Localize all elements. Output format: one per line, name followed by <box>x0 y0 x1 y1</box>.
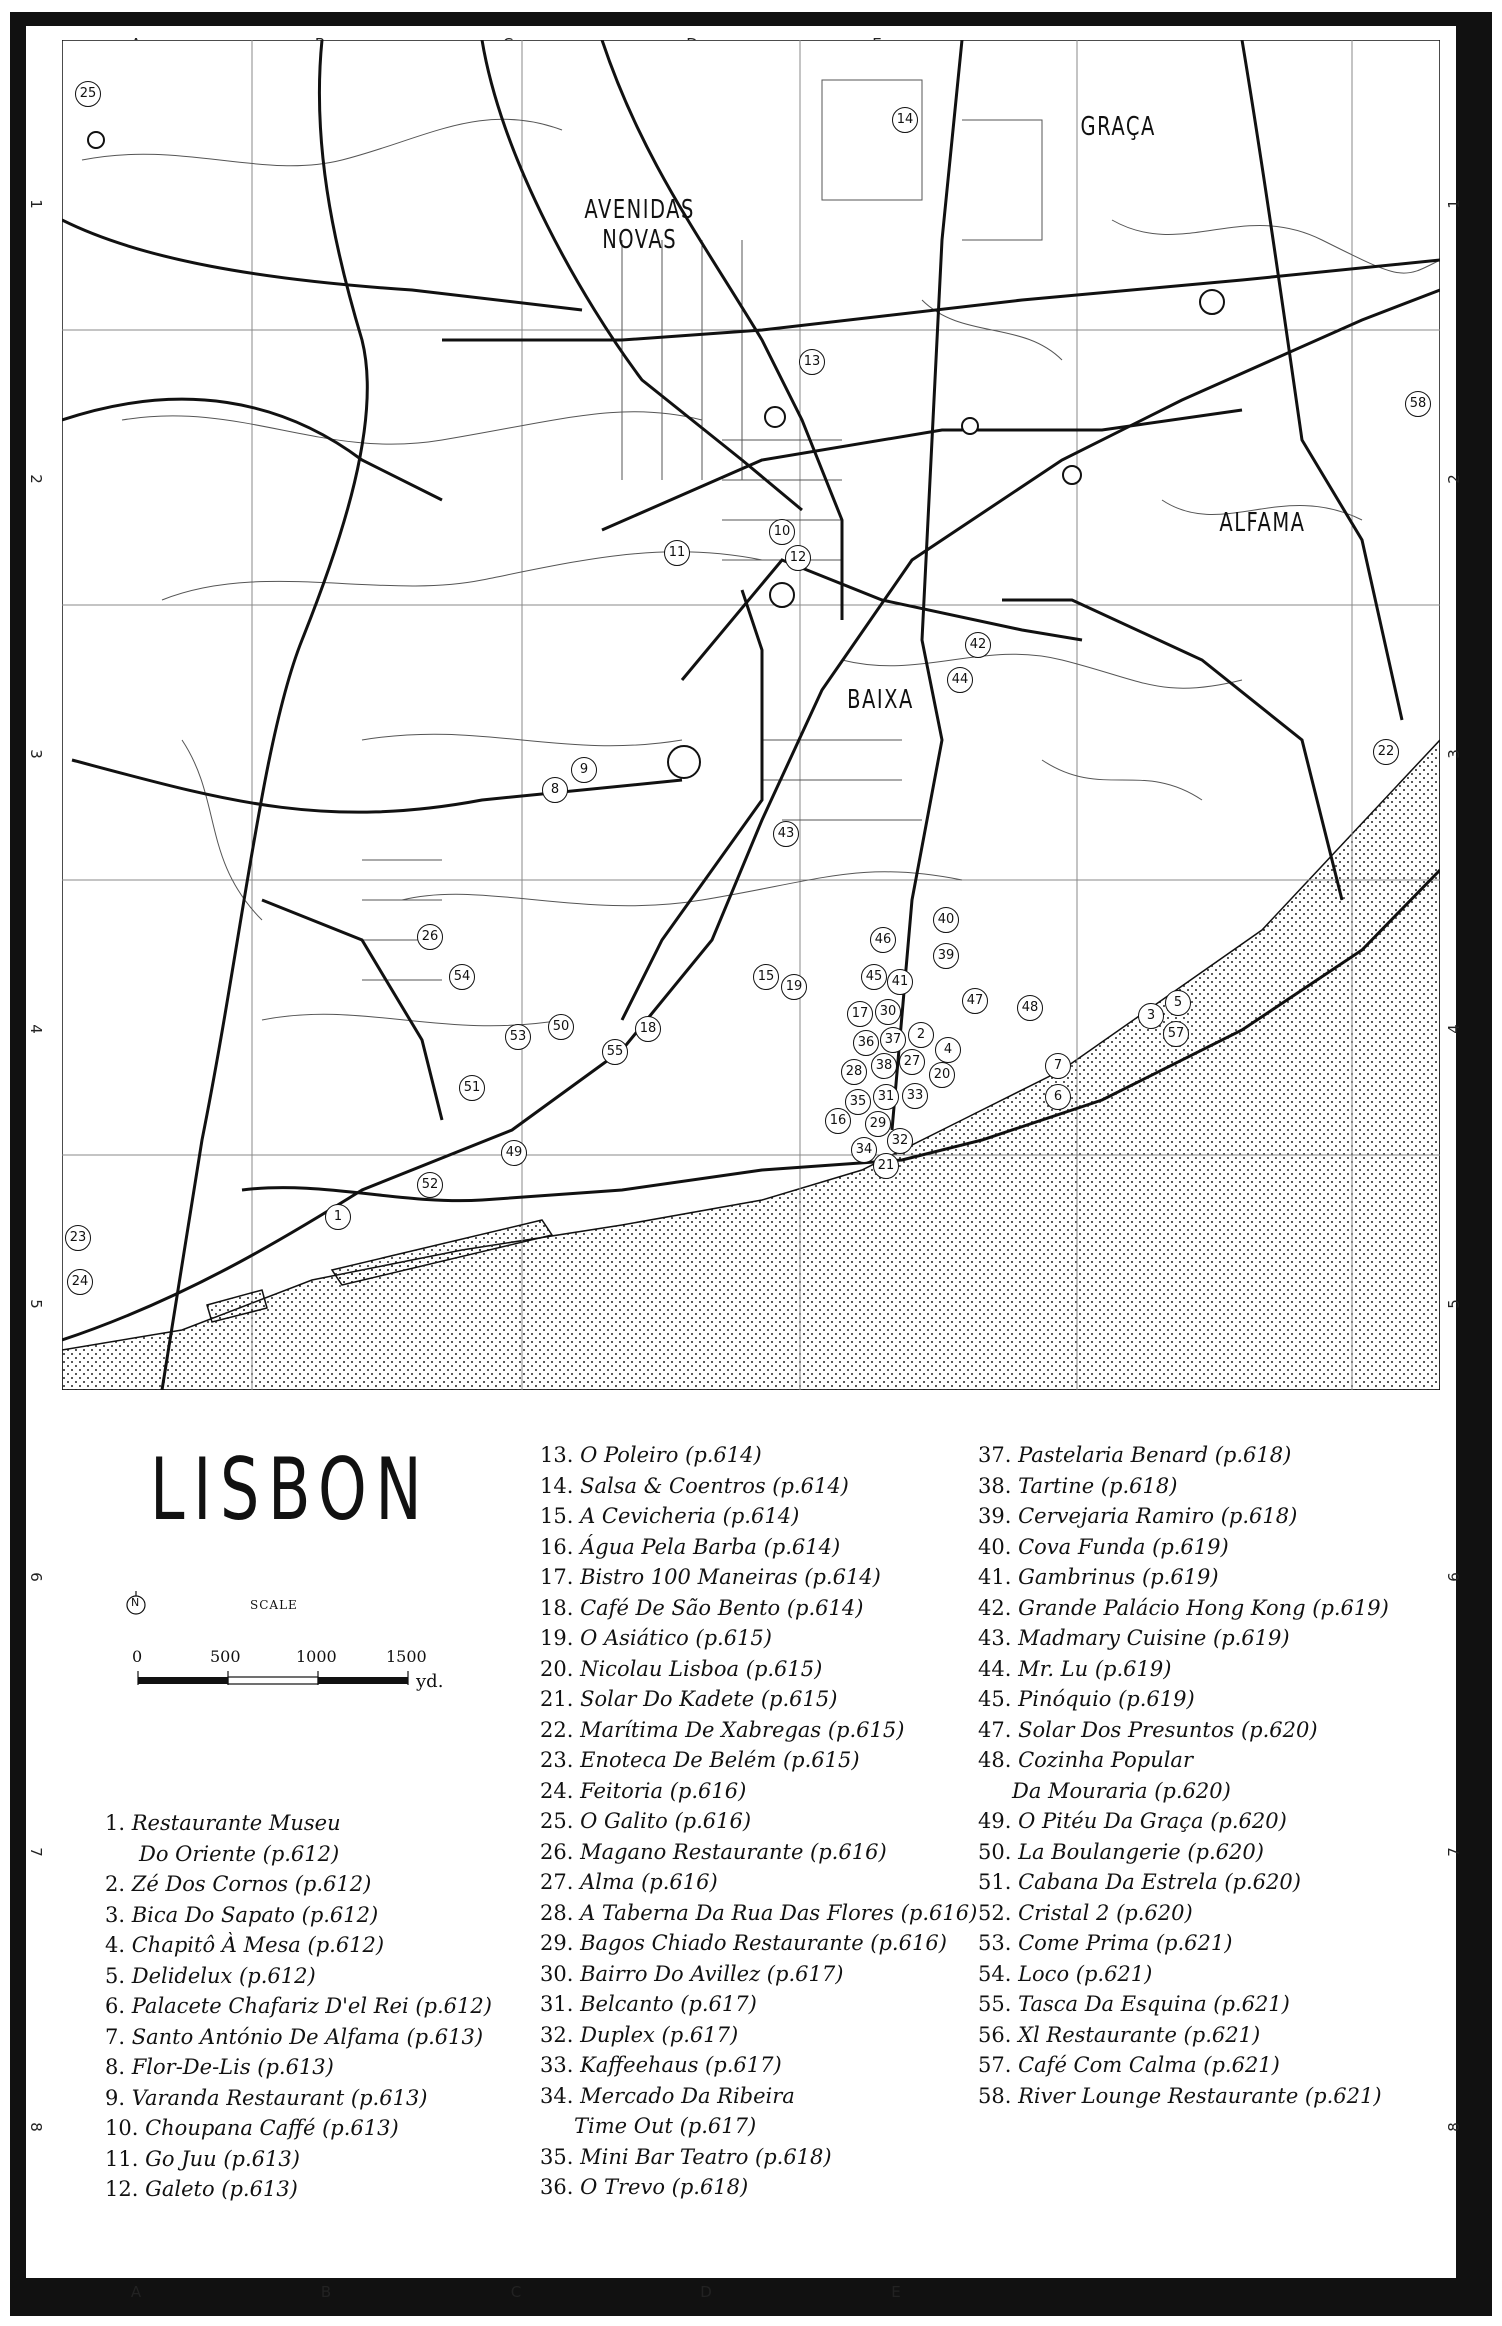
legend-item <box>540 1562 977 1593</box>
district-label-graca: GRAÇA <box>1080 112 1156 142</box>
scale-unit: yd. <box>416 1671 444 1692</box>
map-pin[interactable]: 40 <box>933 907 959 933</box>
legend-item <box>540 1715 977 1746</box>
row-label: 8 <box>1445 2122 1463 2132</box>
map-pin[interactable]: 26 <box>417 924 443 950</box>
legend-item-name: O Asiático (p.615) <box>580 1626 772 1650</box>
legend-item <box>540 1532 977 1563</box>
legend-item-name: O Galito (p.616) <box>580 1809 752 1833</box>
legend-item <box>978 1562 1389 1593</box>
map-pin[interactable]: 52 <box>417 1172 443 1198</box>
map-pin[interactable]: 5 <box>1165 990 1191 1016</box>
row-label: 5 <box>1445 1299 1463 1309</box>
legend-item-number: 13. <box>540 1443 574 1467</box>
legend-item-number: 52. <box>978 1900 1012 1925</box>
map-pin[interactable]: 11 <box>664 540 690 566</box>
legend-item-number: 23. <box>540 1748 574 1772</box>
legend-item-number: 55. <box>978 1992 1012 2016</box>
map-pin[interactable]: 42 <box>965 632 991 658</box>
row-label: 4 <box>27 1024 45 1034</box>
legend-item-name: Chapitô À Mesa (p.612) <box>131 1933 385 1957</box>
map-pin[interactable]: 25 <box>75 81 101 107</box>
legend-item <box>978 1715 1389 1746</box>
map-pin[interactable]: 48 <box>1017 995 1043 1021</box>
map-pin[interactable]: 47 <box>962 988 988 1014</box>
legend-item-number: 25. <box>540 1809 574 1833</box>
legend-item <box>540 1928 977 1959</box>
map-pin[interactable]: 23 <box>65 1225 91 1251</box>
row-label: 1 <box>1445 199 1463 209</box>
legend-item-number: 47. <box>978 1717 1012 1742</box>
map-pin[interactable]: 24 <box>67 1269 93 1295</box>
legend-item <box>978 1471 1389 1502</box>
scale-tick: 500 <box>210 1647 241 1666</box>
legend-item <box>978 1654 1389 1685</box>
legend-item-number: 7. <box>105 2024 126 2049</box>
legend-item-name: Xl Restaurante (p.621) <box>1018 2022 1261 2047</box>
legend-item-number: 22. <box>540 1717 574 1742</box>
legend-item-name: Enoteca De Belém (p.615) <box>580 1748 860 1772</box>
map-pin[interactable]: 20 <box>929 1062 955 1088</box>
legend-item-name: Zé Dos Cornos (p.612) <box>131 1872 372 1896</box>
legend-item <box>540 1684 977 1715</box>
legend-item <box>105 1808 492 1839</box>
legend-item-number: 40. <box>978 1534 1012 1559</box>
scale-tick: 0 <box>132 1647 143 1666</box>
legend-item <box>978 2020 1389 2051</box>
map-pin[interactable]: 41 <box>887 969 913 995</box>
row-label: 6 <box>1445 1572 1463 1582</box>
legend-item-name: O Poleiro (p.614) <box>580 1443 762 1467</box>
map-pin[interactable]: 58 <box>1405 391 1431 417</box>
map-pin[interactable]: 39 <box>933 943 959 969</box>
map-pin[interactable]: 27 <box>899 1049 925 1075</box>
row-label: 2 <box>27 474 45 484</box>
column-label: B <box>320 2283 332 2301</box>
legend-item-name: Água Pela Barba (p.614) <box>580 1534 841 1559</box>
row-label: 3 <box>1445 749 1463 759</box>
legend-item-name: Café De São Bento (p.614) <box>580 1595 864 1620</box>
legend-item-number: 15. <box>540 1504 574 1528</box>
legend-item <box>105 2174 492 2205</box>
legend-item-name: Da Mouraria (p.620) <box>1012 1778 1231 1803</box>
legend-item-name: Café Com Calma (p.621) <box>1018 2053 1280 2077</box>
map-pin[interactable]: 34 <box>851 1137 877 1163</box>
legend-item <box>540 1440 977 1471</box>
legend-item-number: 42. <box>978 1595 1012 1620</box>
legend-item-number: 18. <box>540 1595 574 1620</box>
map-pin[interactable]: 31 <box>873 1084 899 1110</box>
district-label-alfama: ALFAMA <box>1219 508 1306 538</box>
map-pin[interactable]: 46 <box>870 927 896 953</box>
map-pin[interactable]: 4 <box>935 1037 961 1063</box>
map-pin[interactable]: 30 <box>875 999 901 1025</box>
legend-item-name: Restaurante Museu <box>131 1811 341 1835</box>
legend-item-name: Bairro Do Avillez (p.617) <box>580 1961 844 1986</box>
map-pin[interactable]: 55 <box>602 1039 628 1065</box>
legend-item-name: Delidelux (p.612) <box>131 1963 316 1988</box>
legend-item <box>978 1623 1389 1654</box>
legend-item <box>978 2081 1389 2112</box>
legend-item-name: Bica Do Sapato (p.612) <box>131 1902 379 1927</box>
map-pin[interactable]: 12 <box>785 545 811 571</box>
map-pin[interactable]: 8 <box>542 777 568 803</box>
row-label: 4 <box>1445 1024 1463 1034</box>
legend-item-name: Come Prima (p.621) <box>1018 1931 1233 1955</box>
legend-item-number: 2. <box>105 1872 126 1896</box>
legend-item-name: Nicolau Lisboa (p.615) <box>580 1656 823 1681</box>
legend-item <box>540 2142 977 2173</box>
legend-item-name: A Taberna Da Rua Das Flores (p.616) <box>580 1900 978 1925</box>
map-pin[interactable]: 9 <box>571 757 597 783</box>
legend-item <box>978 1776 1389 1807</box>
legend-item-number: 11. <box>105 2146 139 2171</box>
legend-item <box>105 2052 492 2083</box>
legend-item-number: 3. <box>105 1902 126 1927</box>
legend-item-name: Santo António De Alfama (p.613) <box>131 2024 484 2049</box>
legend-item-number: 48. <box>978 1748 1012 1772</box>
legend-item-name: Solar Dos Presuntos (p.620) <box>1018 1717 1318 1742</box>
legend-item-name: O Trevo (p.618) <box>580 2175 749 2199</box>
legend-item-number: 45. <box>978 1687 1012 1711</box>
legend-item <box>978 1898 1389 1929</box>
street-map <box>62 40 1440 1390</box>
scale-tick: 1500 <box>386 1647 427 1666</box>
map-pin[interactable]: 17 <box>847 1001 873 1027</box>
legend-item-name: Choupana Caffé (p.613) <box>145 2116 399 2140</box>
legend-item-name: Duplex (p.617) <box>580 2022 739 2047</box>
map-pin[interactable]: 29 <box>865 1111 891 1137</box>
column-label: C <box>510 2283 522 2301</box>
legend-item <box>540 2111 977 2142</box>
map-pin[interactable]: 32 <box>887 1128 913 1154</box>
legend-item-number: 8. <box>105 2055 126 2079</box>
legend-item <box>105 2113 492 2144</box>
legend-item-name: Bistro 100 Maneiras (p.614) <box>580 1565 881 1589</box>
legend-item <box>105 1900 492 1931</box>
legend-item-number: 20. <box>540 1656 574 1681</box>
legend-item-number: 14. <box>540 1473 574 1498</box>
legend-item-name: Madmary Cuisine (p.619) <box>1018 1626 1290 1650</box>
map-pin[interactable]: 18 <box>635 1016 661 1042</box>
row-label: 7 <box>1445 1847 1463 1857</box>
legend-item-number: 32. <box>540 2022 574 2047</box>
map-pin[interactable]: 53 <box>505 1024 531 1050</box>
map-pin[interactable]: 45 <box>861 964 887 990</box>
legend-item <box>105 1930 492 1961</box>
legend-item-name: Alma (p.616) <box>580 1870 718 1894</box>
legend-item-name: Flor-De-Lis (p.613) <box>131 2055 334 2079</box>
legend-item <box>540 2020 977 2051</box>
legend-item-number: 51. <box>978 1870 1012 1894</box>
legend-item <box>978 1928 1389 1959</box>
map-pin[interactable]: 44 <box>947 667 973 693</box>
legend-item <box>978 1532 1389 1563</box>
legend-item <box>540 1959 977 1990</box>
legend-item-number: 38. <box>978 1473 1012 1498</box>
legend-item <box>978 1745 1389 1776</box>
legend-item <box>105 1869 492 1900</box>
legend-column-3 <box>978 1440 1389 2111</box>
legend-item-number: 35. <box>540 2144 574 2169</box>
legend-item <box>978 1806 1389 1837</box>
legend-item-name: Grande Palácio Hong Kong (p.619) <box>1018 1595 1389 1620</box>
map-pin[interactable]: 50 <box>548 1014 574 1040</box>
legend-item-number: 12. <box>105 2177 139 2201</box>
legend-item-name: Bagos Chiado Restaurante (p.616) <box>580 1931 947 1955</box>
legend-item-number: 26. <box>540 1839 574 1864</box>
legend-item-number: 30. <box>540 1961 574 1986</box>
map-pin[interactable]: 54 <box>449 964 475 990</box>
legend-item <box>978 2050 1389 2081</box>
legend-item <box>540 2050 977 2081</box>
map-scale <box>120 1585 460 1695</box>
legend-item-number: 6. <box>105 1994 126 2018</box>
column-label: A <box>130 2283 142 2301</box>
legend-item <box>540 1867 977 1898</box>
legend-item <box>540 1837 977 1868</box>
legend-item-number: 43. <box>978 1626 1012 1650</box>
district-label-line: NOVAS <box>602 225 678 255</box>
legend-item-name: Galeto (p.613) <box>145 2177 298 2201</box>
legend-item-number: 10. <box>105 2116 139 2140</box>
legend-item-name: Loco (p.621) <box>1018 1961 1153 1986</box>
map-pin[interactable]: 43 <box>773 821 799 847</box>
legend-item <box>105 1839 492 1870</box>
legend-item <box>978 1989 1389 2020</box>
legend-item <box>978 1959 1389 1990</box>
legend-item-number: 41. <box>978 1565 1012 1589</box>
legend-item <box>540 1471 977 1502</box>
legend-item-name: Palacete Chafariz D'el Rei (p.612) <box>131 1994 492 2018</box>
legend-item-number: 24. <box>540 1778 574 1803</box>
legend-item-number: 21. <box>540 1687 574 1711</box>
row-label: 8 <box>27 2122 45 2132</box>
district-label-line: AVENIDAS <box>584 195 695 225</box>
legend-item-name: Varanda Restaurant (p.613) <box>131 2085 428 2110</box>
legend-item-number: 5. <box>105 1963 126 1988</box>
legend-item-number: 57. <box>978 2053 1012 2077</box>
legend-item-number: 37. <box>978 1443 1012 1467</box>
legend-item <box>540 2081 977 2112</box>
legend-item <box>105 1991 492 2022</box>
legend-item <box>540 1776 977 1807</box>
legend-item <box>105 2022 492 2053</box>
row-label: 7 <box>27 1847 45 1857</box>
legend-item-name: A Cevicheria (p.614) <box>580 1504 800 1528</box>
legend-item-number: 50. <box>978 1839 1012 1864</box>
legend-item-name: Tasca Da Esquina (p.621) <box>1018 1992 1290 2016</box>
legend-item-name: Belcanto (p.617) <box>580 1992 757 2016</box>
legend-item <box>540 2172 977 2203</box>
district-label-baixa: BAIXA <box>847 685 914 715</box>
legend-item-number: 16. <box>540 1534 574 1559</box>
legend-item-number: 33. <box>540 2053 574 2077</box>
legend-item-name: Pastelaria Benard (p.618) <box>1018 1443 1292 1467</box>
legend-item <box>540 1623 977 1654</box>
legend-item-name: La Boulangerie (p.620) <box>1018 1839 1264 1864</box>
map-pin[interactable]: 14 <box>892 107 918 133</box>
legend-item-name: Gambrinus (p.619) <box>1018 1565 1219 1589</box>
legend-item-number: 56. <box>978 2022 1012 2047</box>
legend-item-number: 4. <box>105 1933 126 1957</box>
legend-item-name: Time Out (p.617) <box>574 2114 757 2138</box>
legend-item <box>540 1501 977 1532</box>
legend-item-name: Cabana Da Estrela (p.620) <box>1018 1870 1301 1894</box>
legend-item-name: Tartine (p.618) <box>1018 1473 1178 1498</box>
legend-item-name: Solar Do Kadete (p.615) <box>580 1687 838 1711</box>
legend-item-number: 58. <box>978 2083 1012 2108</box>
row-label: 3 <box>27 749 45 759</box>
legend-item <box>105 1961 492 1992</box>
legend-item-number: 36. <box>540 2175 574 2199</box>
legend-item-number: 29. <box>540 1931 574 1955</box>
legend-item-name: Salsa & Coentros (p.614) <box>580 1473 849 1498</box>
legend-item-number: 27. <box>540 1870 574 1894</box>
legend-item-name: Mercado Da Ribeira <box>580 2083 795 2108</box>
map-pin[interactable]: 36 <box>853 1030 879 1056</box>
map-pin[interactable]: 10 <box>769 519 795 545</box>
legend-item <box>540 1989 977 2020</box>
legend-item <box>105 2083 492 2114</box>
legend-item-name: Do Oriente (p.612) <box>139 1841 340 1866</box>
map-pin[interactable]: 51 <box>459 1075 485 1101</box>
row-label: 2 <box>1445 474 1463 484</box>
legend-column-2 <box>540 1440 977 2203</box>
compass-north-icon: N <box>131 1596 140 1609</box>
legend-item <box>978 1684 1389 1715</box>
legend-item-name: Go Juu (p.613) <box>145 2146 300 2171</box>
map-pin[interactable]: 15 <box>753 964 779 990</box>
legend-item-number: 9. <box>105 2085 126 2110</box>
legend-item <box>540 1898 977 1929</box>
legend-item-name: Cova Funda (p.619) <box>1018 1534 1229 1559</box>
map-pin[interactable]: 7 <box>1045 1053 1071 1079</box>
legend-item <box>540 1745 977 1776</box>
legend-item-number: 28. <box>540 1900 574 1925</box>
legend-item-name: Kaffeehaus (p.617) <box>580 2053 782 2077</box>
district-label-avenidas-novas <box>584 195 694 255</box>
legend-item-name: Mr. Lu (p.619) <box>1018 1656 1172 1681</box>
map-pin[interactable]: 1 <box>325 1204 351 1230</box>
map-pin[interactable]: 19 <box>781 974 807 1000</box>
legend-item-number: 34. <box>540 2083 574 2108</box>
map-pin[interactable]: 38 <box>871 1053 897 1079</box>
legend-item-number: 49. <box>978 1809 1012 1833</box>
legend-item <box>978 1501 1389 1532</box>
column-label: D <box>700 2283 712 2301</box>
legend-item-number: 54. <box>978 1961 1012 1986</box>
legend-item-name: Feitoria (p.616) <box>580 1778 747 1803</box>
map-pin[interactable]: 28 <box>841 1059 867 1085</box>
legend-item-number: 19. <box>540 1626 574 1650</box>
row-label: 6 <box>27 1572 45 1582</box>
legend-column-1 <box>105 1808 492 2205</box>
legend-item-name: Cozinha Popular <box>1018 1748 1193 1772</box>
map-pin[interactable]: 21 <box>873 1153 899 1179</box>
map-pin[interactable]: 16 <box>825 1108 851 1134</box>
legend-item-name: Cervejaria Ramiro (p.618) <box>1018 1504 1298 1528</box>
map-pin[interactable]: 49 <box>501 1140 527 1166</box>
scale-label: SCALE <box>250 1598 298 1612</box>
legend-item-number: 1. <box>105 1811 126 1835</box>
legend-item-number: 39. <box>978 1504 1012 1528</box>
legend-item-name: Magano Restaurante (p.616) <box>580 1839 887 1864</box>
legend-item <box>978 1867 1389 1898</box>
scale-tick: 1000 <box>296 1647 337 1666</box>
map-pin[interactable]: 37 <box>880 1027 906 1053</box>
map-pin[interactable]: 22 <box>1373 739 1399 765</box>
legend-item <box>540 1654 977 1685</box>
map-pin[interactable]: 2 <box>908 1022 934 1048</box>
map-pin[interactable]: 3 <box>1138 1003 1164 1029</box>
legend-item <box>540 1806 977 1837</box>
legend-item-name: Cristal 2 (p.620) <box>1018 1900 1193 1925</box>
legend-item-number: 31. <box>540 1992 574 2016</box>
legend-item-name: Marítima De Xabregas (p.615) <box>580 1717 905 1742</box>
map-pin[interactable]: 13 <box>799 349 825 375</box>
legend-item-name: Mini Bar Teatro (p.618) <box>580 2144 832 2169</box>
row-label: 5 <box>27 1299 45 1309</box>
legend-item <box>978 1440 1389 1471</box>
legend-item-name: O Pitéu Da Graça (p.620) <box>1018 1809 1287 1833</box>
map-pin[interactable]: 33 <box>902 1083 928 1109</box>
column-label: E <box>891 2283 901 2301</box>
legend-item-name: River Lounge Restaurante (p.621) <box>1018 2083 1382 2108</box>
legend-item <box>105 2144 492 2175</box>
map-pin[interactable]: 6 <box>1045 1084 1071 1110</box>
page-title: LISBON <box>150 1440 431 1540</box>
legend-item-number: 53. <box>978 1931 1012 1955</box>
row-label: 1 <box>27 199 45 209</box>
legend-item <box>978 1837 1389 1868</box>
legend-item-number: 44. <box>978 1656 1012 1681</box>
legend-item <box>540 1593 977 1624</box>
map-pin[interactable]: 35 <box>845 1089 871 1115</box>
legend-item <box>978 1593 1389 1624</box>
map-pin[interactable]: 57 <box>1163 1021 1189 1047</box>
legend-item-name: Pinóquio (p.619) <box>1018 1687 1195 1711</box>
legend-item-number: 17. <box>540 1565 574 1589</box>
